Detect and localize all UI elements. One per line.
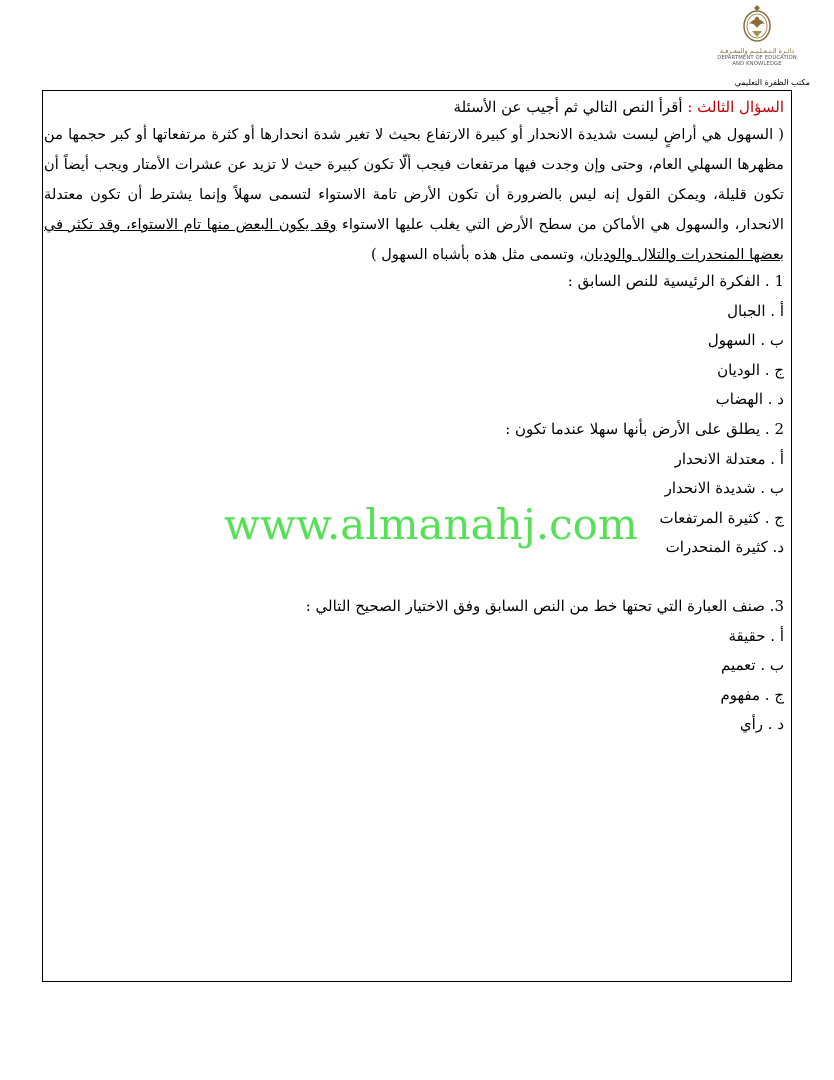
question-title (44, 96, 784, 120)
q3-option-c[interactable]: ج . مفهوم (720, 685, 784, 704)
passage-part1: ( السهول هي أراضٍ ليست شديدة الانحدار أو كبيرة الارتفاع بحيث لا تغير شدة انحدارها أو كثرة مرتفعاتها أو كبر حجمها من مظهرها السهلي العام، وحتى وإن وجدت فيها مرتفعات فيجب ألّا تكون كبيرة حيث لا تزيد عن عشرات الأمتار ويجب أيضاً أن تكون قليلة، ويمكن القول إنه ليس بالضرورة أن تكون الأرض تامة الاستواء لتسمى سهلاً وإنما يشترط أن تكون معتدلة الانحدار، والسهول هي الأماكن من سطح الأرض التي يغلب عليها الاستواء (44, 126, 784, 233)
q2-option-d[interactable]: د. كثيرة المنحدرات (665, 538, 784, 557)
question-instruction: أقرأ النص التالي ثم أجيب عن الأسئلة (453, 98, 683, 116)
logo-english-line2: AND KNOWLEDGE (732, 61, 782, 68)
q2-option-a[interactable]: أ . معتدلة الانحدار (674, 449, 784, 468)
q2-text: 2 . يطلق على الأرض بأنها سهلا عندما تكون : (505, 419, 784, 438)
q3-option-d[interactable]: د . رأي (739, 715, 784, 734)
q3-text: 3. صنف العبارة التي تحتها خط من النص السابق وفق الاختيار الصحيح التالي : (305, 596, 784, 615)
question-colon: : (687, 98, 693, 116)
q3-option-a[interactable]: أ . حقيقة (728, 626, 784, 645)
reading-passage (44, 120, 784, 270)
q2-option-b[interactable]: ب . شديدة الانحدار (664, 479, 784, 498)
office-name: مكتب الظفرة التعليمي (734, 78, 810, 87)
education-department-logo (702, 4, 812, 68)
q2-option-c[interactable]: ج . كثيرة المرتفعات (659, 508, 784, 527)
section-gap (44, 566, 784, 595)
question-label: السؤال الثالث (697, 98, 784, 116)
q1-option-b[interactable]: ب . السهول (707, 331, 784, 350)
q1-option-d[interactable]: د . الهضاب (715, 390, 784, 409)
passage-underlined: وقد يكون البعض منها تام الاستواء، وقد تكثر في بعضها المنحدرات والتلال والوديان (44, 216, 784, 263)
logo-english-line1: DEPARTMENT OF EDUCATION (717, 55, 797, 61)
logo-arabic-text: دائـرة الـتـعـلـيـم والمعـرفـة (719, 47, 795, 55)
q1-option-c[interactable]: ج . الوديان (717, 360, 784, 379)
passage-part2: ، وتسمى مثل هذه بأشباه السهول ) (370, 246, 584, 263)
question-content (44, 96, 784, 743)
falcon-emblem-icon (740, 4, 774, 44)
q1-option-a[interactable]: أ . الجبال (727, 301, 784, 320)
q1-text: 1 . الفكرة الرئيسية للنص السابق : (567, 272, 784, 290)
watermark: www.almanahj.com (224, 500, 638, 549)
q3-option-b[interactable]: ب . تعميم (720, 656, 784, 675)
